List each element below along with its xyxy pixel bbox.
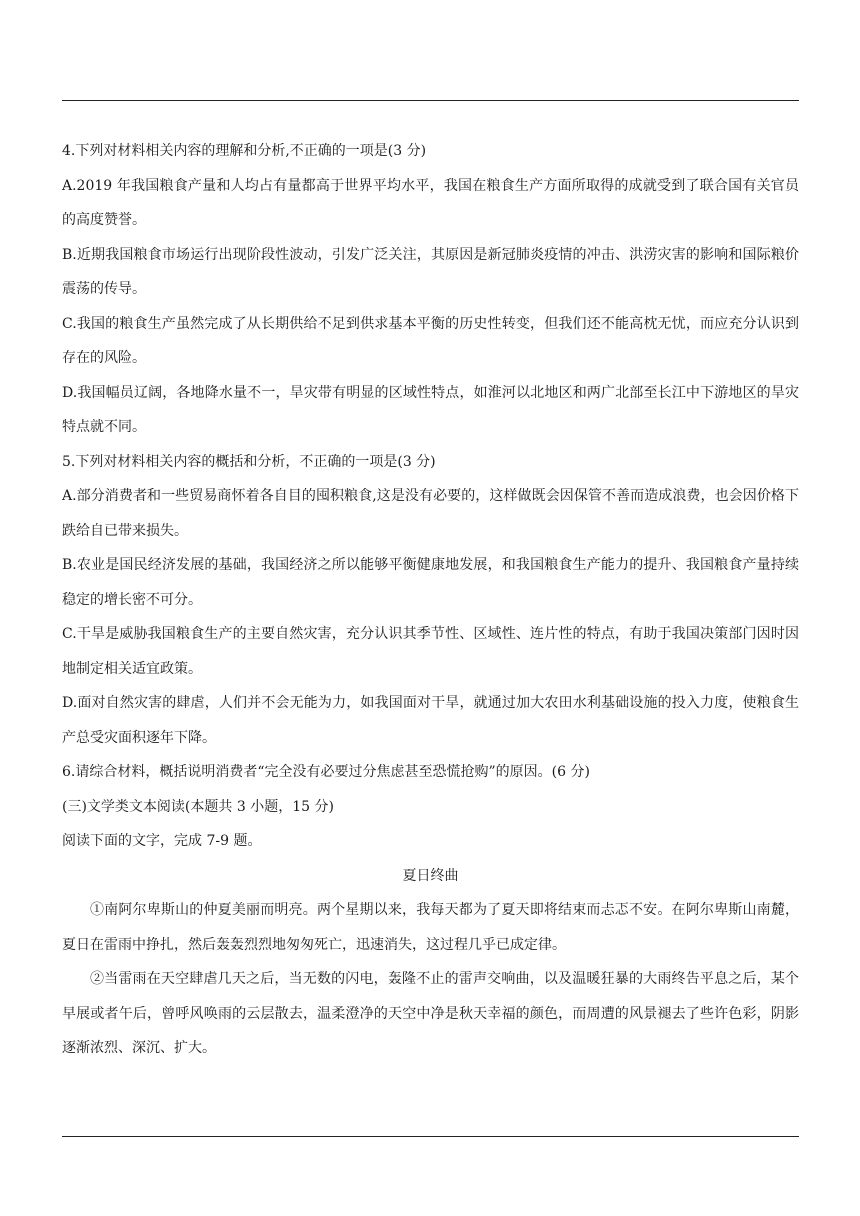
- question-4-option-a: A.2019 年我国粮食产量和人均占有量都高于世界平均水平，我国在粮食生产方面所取得的成就受到了联合国有关官员的高度赞誉。: [62, 177, 799, 228]
- question-6-stem: 6.请综合材料，概括说明消费者“完全没有必要过分焦虑甚至恐慌抢购”的原因。(6 分): [62, 764, 590, 780]
- section-3-instruction: 阅读下面的文字，完成 7-9 题。: [62, 833, 262, 849]
- question-5-stem: 5.下列对材料相关内容的概括和分析，不正确的一项是(3 分): [62, 453, 436, 470]
- question-4-stem: 4.下列对材料相关内容的理解和分析,不正确的一项是(3 分): [62, 143, 427, 159]
- article-paragraph-1: ①南阿尔卑斯山的仲夏美丽而明亮。两个星期以来，我每天都为了夏天即将结束而忐忑不安。在阿尔卑斯山南麓，夏日在雷雨中挣扎，然后轰轰烈烈地匆匆死亡，迅速消失，这过程几乎已成定律。: [62, 902, 799, 953]
- question-4-option-d: D.我国幅员辽阔，各地降水量不一，旱灾带有明显的区域性特点，如淮河以北地区和两广北部至长江中下游地区的旱灾特点就不同。: [62, 384, 799, 435]
- header-rule: [62, 100, 799, 101]
- document-body: [62, 134, 799, 1066]
- question-4-option-b: B.近期我国粮食市场运行出现阶段性波动，引发广泛关注，其原因是新冠肺炎疫情的冲击、洪涝灾害的影响和国际粮价震荡的传导。: [62, 246, 799, 297]
- footer-rule: [62, 1136, 799, 1137]
- section-3-heading: (三)文学类文本阅读(本题共 3 小题，15 分): [62, 798, 334, 815]
- article-title: 夏日终曲: [402, 867, 459, 884]
- question-5-option-d: D.面对自然灾害的肆虐，人们并不会无能为力，如我国面对干旱，就通过加大农田水利基础设施的投入力度，使粮食生产总受灾面积逐年下降。: [62, 695, 799, 746]
- question-5-option-c: C.干旱是威胁我国粮食生产的主要自然灾害，充分认识其季节性、区域性、连片性的特点，有助于我国决策部门因时因地制定相关适宜政策。: [62, 626, 799, 677]
- question-5-option-b: B.农业是国民经济发展的基础，我国经济之所以能够平衡健康地发展，和我国粮食生产能力的提升、我国粮食产量持续稳定的增长密不可分。: [62, 557, 799, 608]
- question-5-option-a: A.部分消费者和一些贸易商怀着各自目的囤积粮食,这是没有必要的，这样做既会因保管不善而造成浪费，也会因价格下跌给自已带来损失。: [62, 488, 799, 539]
- article-paragraph-2: ②当雷雨在天空肆虐几天之后，当无数的闪电，轰隆不止的雷声交响曲，以及温暖狂暴的大雨终告平息之后，某个早展或者午后，曾呼风唤雨的云层散去，温柔澄净的天空中净是秋天幸福的颜色，而周遭的风景褪去了些许色彩，阴影逐渐浓烈、深沉、扩大。: [62, 971, 799, 1056]
- question-4-option-c: C.我国的粮食生产虽然完成了从长期供给不足到供求基本平衡的历史性转变，但我们还不能高枕无忧，而应充分认识到存在的风险。: [62, 315, 799, 366]
